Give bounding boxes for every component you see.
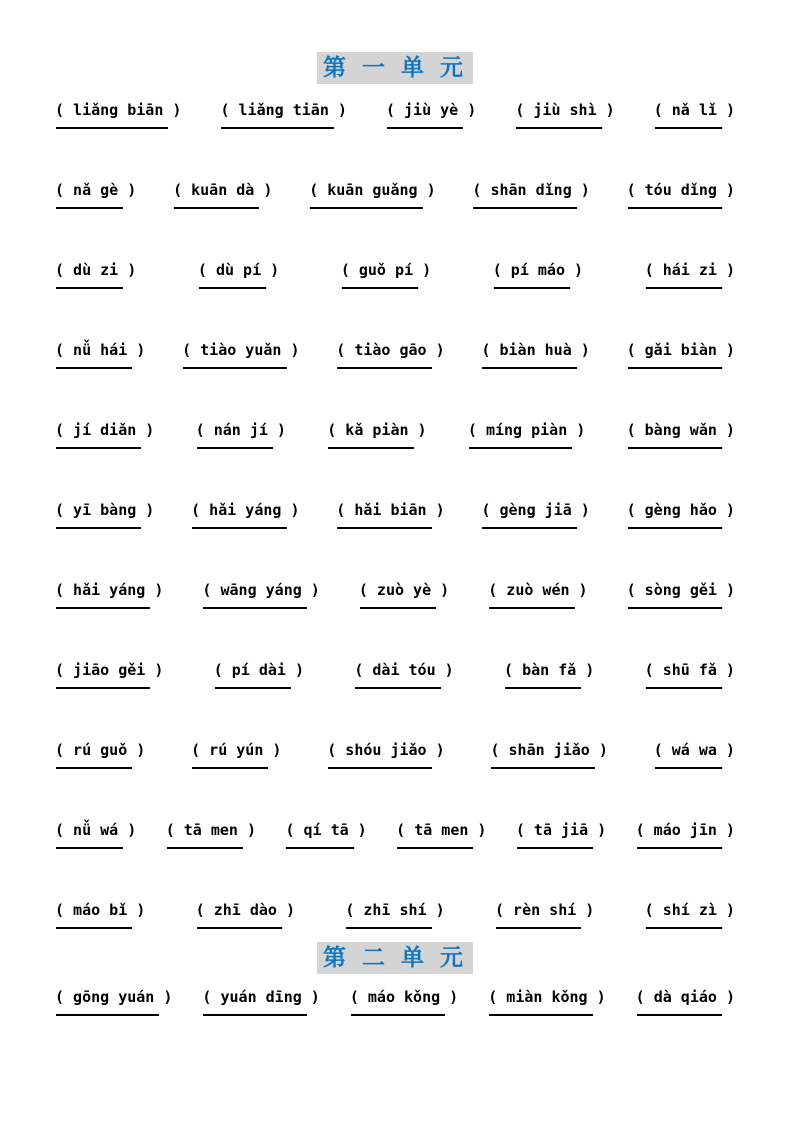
pinyin-text: ( pí máo ) [492,261,584,279]
pinyin-text: ( tā men ) [165,821,257,839]
section-title-wrap [55,52,735,84]
pinyin-text: ( bàn fǎ ) [504,661,595,679]
pinyin-text: ( nǎ gè ) [55,181,137,199]
answer-blank-line [655,767,722,769]
pinyin-text: ( shí zì ) [644,901,735,919]
pinyin-item [55,740,145,769]
pinyin-text: ( shóu jiǎo ) [327,741,445,759]
answer-blank-line [346,927,431,929]
pinyin-text: ( jiù shì ) [515,101,615,119]
pinyin-text: ( qí tā ) [285,821,367,839]
answer-blank-line [646,927,722,929]
pinyin-row [55,180,735,209]
answer-blank-line [355,687,440,689]
pinyin-item [472,180,589,209]
pinyin-item [488,987,605,1016]
answer-blank-line [286,847,353,849]
pinyin-text: ( yī bàng ) [55,501,155,519]
answer-blank-line [56,607,150,609]
pinyin-text: ( jí diǎn ) [55,421,155,439]
pinyin-item [55,340,145,369]
answer-blank-line [328,767,431,769]
pinyin-item [345,900,444,929]
answer-blank-line [56,847,123,849]
pinyin-row [55,260,735,289]
pinyin-item [220,100,346,129]
pinyin-item [627,180,735,209]
pinyin-text: ( zuò yè ) [358,581,450,599]
answer-blank-line [221,127,333,129]
pinyin-text: ( kuān dà ) [173,181,273,199]
pinyin-text: ( míng piàn ) [467,421,586,439]
answer-blank-line [56,367,132,369]
answer-blank-line [310,207,422,209]
pinyin-item [645,900,735,929]
pinyin-text: ( sòng gěi ) [626,581,735,599]
pinyin-text: ( hǎi biān ) [336,501,445,519]
pinyin-item [55,100,181,129]
pinyin-text: ( dài tóu ) [354,661,454,679]
answer-blank-line [360,607,436,609]
pinyin-item [654,740,735,769]
pinyin-item [516,820,606,849]
pinyin-item [196,900,295,929]
pinyin-item [493,260,583,289]
pinyin-text: ( wāng yáng ) [202,581,320,599]
pinyin-item [196,420,286,449]
answer-blank-line [199,287,266,289]
answer-blank-line [637,1014,722,1016]
answer-blank-line [496,927,581,929]
answer-blank-line [56,687,150,689]
pinyin-item [645,260,735,289]
pinyin-text: ( shān jiǎo ) [490,741,608,759]
pinyin-text: ( jiù yè ) [385,101,477,119]
pinyin-text: ( shū fǎ ) [644,661,735,679]
answer-blank-line [203,607,306,609]
answer-blank-line [397,847,473,849]
pinyin-item [214,660,304,689]
pinyin-text: ( gèng hǎo ) [626,501,735,519]
pinyin-text: ( rèn shí ) [494,901,595,919]
pinyin-item [515,100,614,129]
pinyin-row [55,900,735,929]
answer-blank-line [197,447,273,449]
answer-blank-line [505,687,581,689]
pinyin-item [627,580,735,609]
pinyin-text: ( tiào gāo ) [336,341,445,359]
pinyin-item [191,500,299,529]
pinyin-item [645,660,735,689]
pinyin-text: ( liǎng biān ) [55,101,182,119]
pinyin-item [55,660,163,689]
section-title-wrap [55,942,735,974]
pinyin-item [55,500,154,529]
pinyin-item [55,180,136,209]
worksheet-section-unit-1 [55,52,735,929]
pinyin-item [636,820,735,849]
pinyin-text: ( dù pí ) [197,261,280,279]
pinyin-text: ( bàng wǎn ) [626,421,735,439]
answer-blank-line [56,207,123,209]
answer-blank-line [167,847,243,849]
answer-blank-line [342,287,418,289]
pinyin-item [191,740,281,769]
answer-blank-line [56,767,132,769]
pinyin-item [386,100,476,129]
answer-blank-line [473,207,576,209]
answer-blank-line [174,207,259,209]
pinyin-text: ( miàn kǒng ) [488,988,606,1006]
pinyin-text: ( tiào yuǎn ) [182,341,300,359]
answer-blank-line [516,127,601,129]
unit-1-rows [55,100,735,929]
pinyin-item [198,260,279,289]
pinyin-row [55,987,735,1016]
pinyin-text: ( nǎ lǐ ) [653,101,735,119]
answer-blank-line [183,367,286,369]
answer-blank-line [56,447,141,449]
pinyin-item [488,580,587,609]
answer-blank-line [192,527,286,529]
pinyin-item [490,740,607,769]
pinyin-item [359,580,449,609]
answer-blank-line [337,527,431,529]
pinyin-item [627,500,735,529]
pinyin-text: ( nǚ hái ) [55,341,146,359]
pinyin-text: ( biàn huà ) [481,341,590,359]
pinyin-row [55,660,735,689]
pinyin-text: ( hǎi yáng ) [55,581,164,599]
answer-blank-line [628,367,722,369]
pinyin-text: ( shān dǐng ) [472,181,590,199]
pinyin-text: ( dà qiáo ) [635,988,735,1006]
pinyin-row [55,820,735,849]
answer-blank-line [387,127,463,129]
pinyin-item [166,820,256,849]
unit-2-rows [55,987,735,1016]
pinyin-item [396,820,486,849]
pinyin-row [55,340,735,369]
pinyin-item [55,900,145,929]
pinyin-text: ( tā jiā ) [515,821,607,839]
pinyin-item [202,987,319,1016]
answer-blank-line [328,447,413,449]
answer-blank-line [56,287,123,289]
answer-blank-line [203,1014,306,1016]
pinyin-text: ( gōng yuán ) [55,988,173,1006]
pinyin-text: ( nǚ wá ) [55,821,137,839]
pinyin-item [173,180,272,209]
pinyin-item [468,420,585,449]
pinyin-row [55,100,735,129]
answer-blank-line [494,287,570,289]
answer-blank-line [337,367,431,369]
pinyin-text: ( wá wa ) [653,741,735,759]
pinyin-item [202,580,319,609]
pinyin-text: ( tóu dǐng ) [626,181,735,199]
answer-blank-line [56,1014,159,1016]
pinyin-item [285,820,366,849]
pinyin-text: ( tā men ) [396,821,487,839]
pinyin-row [55,740,735,769]
pinyin-text: ( rú guǒ ) [55,741,146,759]
pinyin-text: ( guǒ pí ) [340,261,432,279]
pinyin-item [55,580,163,609]
pinyin-text: ( zuò wén ) [488,581,588,599]
pinyin-text: ( hái zi ) [644,261,735,279]
pinyin-row [55,420,735,449]
pinyin-item [55,820,136,849]
pinyin-item [55,420,154,449]
pinyin-item [481,340,589,369]
unit-2-title: 第 二 单 元 [317,942,473,974]
answer-blank-line [637,847,722,849]
answer-blank-line [489,1014,592,1016]
pinyin-item [341,260,431,289]
answer-blank-line [482,527,576,529]
pinyin-item [354,660,453,689]
answer-blank-line [646,287,722,289]
pinyin-item [55,987,172,1016]
pinyin-item [336,500,444,529]
unit-1-title: 第 一 单 元 [317,52,473,84]
pinyin-item [327,420,426,449]
answer-blank-line [192,767,268,769]
pinyin-text: ( dù zi ) [55,261,137,279]
pinyin-item [504,660,594,689]
pinyin-text: ( máo jīn ) [635,821,735,839]
answer-blank-line [655,127,722,129]
pinyin-item [55,260,136,289]
answer-blank-line [56,527,141,529]
pinyin-text: ( jiāo gěi ) [55,661,164,679]
answer-blank-line [646,687,722,689]
pinyin-row [55,500,735,529]
answer-blank-line [517,847,593,849]
worksheet-section-unit-2 [55,942,735,1016]
pinyin-item [336,340,444,369]
answer-blank-line [628,207,722,209]
answer-blank-line [351,1014,445,1016]
pinyin-text: ( kǎ piàn ) [327,421,427,439]
pinyin-item [309,180,435,209]
pinyin-item [636,987,735,1016]
pinyin-text: ( kuān guǎng ) [309,181,436,199]
pinyin-text: ( gǎi biàn ) [626,341,735,359]
pinyin-text: ( zhī shí ) [345,901,445,919]
answer-blank-line [491,767,594,769]
pinyin-item [350,987,458,1016]
answer-blank-line [482,367,576,369]
answer-blank-line [489,607,574,609]
pinyin-text: ( pí dài ) [213,661,305,679]
pinyin-item [182,340,299,369]
answer-blank-line [215,687,291,689]
answer-blank-line [469,447,572,449]
pinyin-item [627,420,735,449]
answer-blank-line [197,927,282,929]
pinyin-text: ( máo kǒng ) [349,988,459,1006]
pinyin-row [55,580,735,609]
pinyin-item [481,500,589,529]
pinyin-item [495,900,594,929]
pinyin-text: ( nán jí ) [195,421,286,439]
pinyin-text: ( hǎi yáng ) [191,501,300,519]
answer-blank-line [56,927,132,929]
answer-blank-line [628,607,722,609]
pinyin-item [627,340,735,369]
pinyin-item [327,740,444,769]
pinyin-text: ( gèng jiā ) [481,501,590,519]
pinyin-text: ( liǎng tiān ) [220,101,347,119]
answer-blank-line [628,447,722,449]
pinyin-item [654,100,735,129]
answer-blank-line [628,527,722,529]
pinyin-text: ( máo bǐ ) [55,901,146,919]
answer-blank-line [56,127,168,129]
pinyin-text: ( yuán dīng ) [202,988,320,1006]
pinyin-text: ( rú yún ) [191,741,282,759]
pinyin-text: ( zhī dào ) [195,901,295,919]
